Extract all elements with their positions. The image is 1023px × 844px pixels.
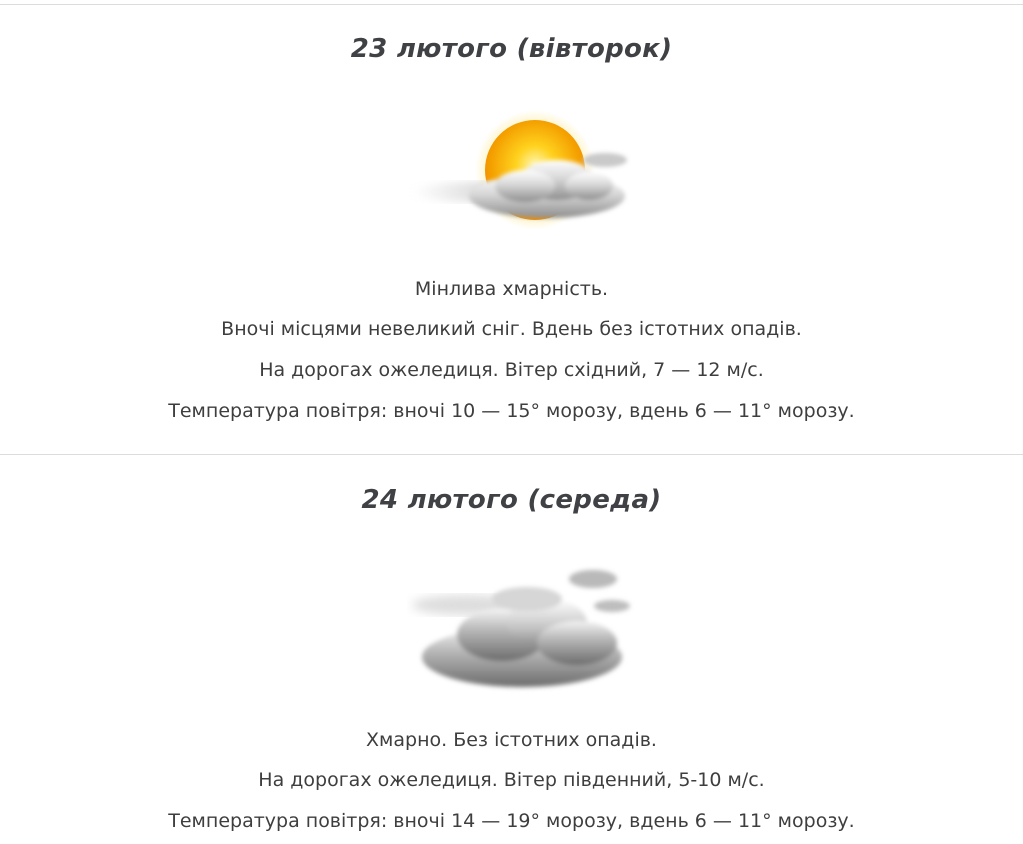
day-1-description: Мінлива хмарність. bbox=[414, 278, 609, 300]
day-2-roads-wind: На дорогах ожеледиця. Вітер південний, 5-10 м/с. bbox=[258, 769, 765, 791]
section-divider bbox=[0, 454, 1023, 455]
day-1-title: 23 лютого (вівторок) bbox=[350, 34, 673, 64]
day-2-description: Хмарно. Без істотних опадів. bbox=[366, 729, 657, 751]
day-1-temperature: Температура повітря: вночі 10 — 15° морозу, вдень 6 — 11° морозу. bbox=[168, 400, 855, 422]
top-divider bbox=[0, 4, 1023, 5]
day-2-title: 24 лютого (середа) bbox=[361, 485, 662, 515]
day-1-precipitation: Вночі місцями невеликий сніг. Вдень без істотних опадів. bbox=[221, 318, 802, 340]
sun-behind-cloud-icon bbox=[407, 108, 637, 248]
overcast-clouds-icon bbox=[407, 555, 637, 700]
day-2-temperature: Температура повітря: вночі 14 — 19° морозу, вдень 6 — 11° морозу. bbox=[168, 810, 855, 832]
day-1-roads-wind: На дорогах ожеледиця. Вітер східний, 7 — 12 м/с. bbox=[259, 359, 764, 381]
